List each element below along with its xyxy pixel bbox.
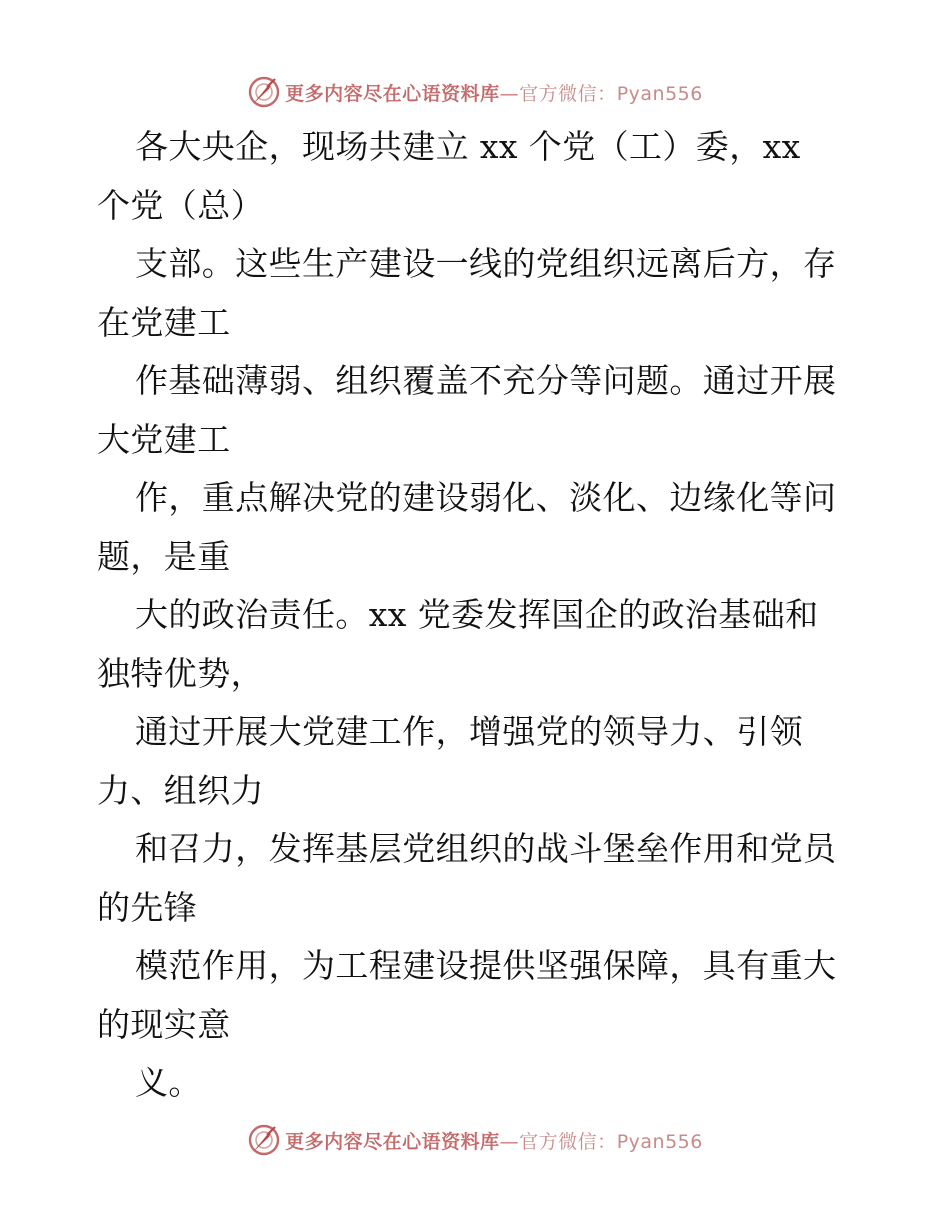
text-line: 模范作用，为工程建设提供坚强保障，具有重大 [135, 946, 837, 985]
footer-watermark [0, 1120, 950, 1160]
text-line: 个党（总） [97, 185, 264, 225]
text-line: 义。 [135, 1063, 202, 1102]
text-line: 题，是重 [97, 536, 231, 576]
text-line: 和召力，发挥基层党组织的战斗堡垒作用和党员 [135, 829, 837, 868]
watermark-text: 更多内容尽在心语资料库—官方微信：Pyan556 [285, 1130, 703, 1153]
text-line: 支部。这些生产建设一线的党组织远离后方，存 [135, 244, 837, 283]
quill-logo-icon [247, 75, 281, 109]
text-line: 大党建工 [97, 419, 231, 459]
quill-logo-icon [247, 1123, 281, 1157]
text-line: 独特优势， [97, 653, 264, 693]
text-line: 各大央企，现场共建立 xx 个党（工）委，xx [135, 127, 801, 166]
document-body [97, 118, 857, 1113]
text-line: 作，重点解决党的建设弱化、淡化、边缘化等问 [135, 478, 837, 517]
header-watermark [0, 72, 950, 112]
text-line: 通过开展大党建工作，增强党的领导力、引领 [135, 712, 803, 751]
text-line: 的现实意 [97, 1004, 231, 1044]
text-line: 的先锋 [97, 887, 198, 927]
text-line: 力、组织力 [97, 770, 264, 810]
text-line: 作基础薄弱、组织覆盖不充分等问题。通过开展 [135, 361, 837, 400]
watermark-text: 更多内容尽在心语资料库—官方微信：Pyan556 [285, 82, 703, 105]
text-line: 在党建工 [97, 302, 231, 342]
text-line: 大的政治责任。xx 党委发挥国企的政治基础和 [135, 595, 819, 634]
